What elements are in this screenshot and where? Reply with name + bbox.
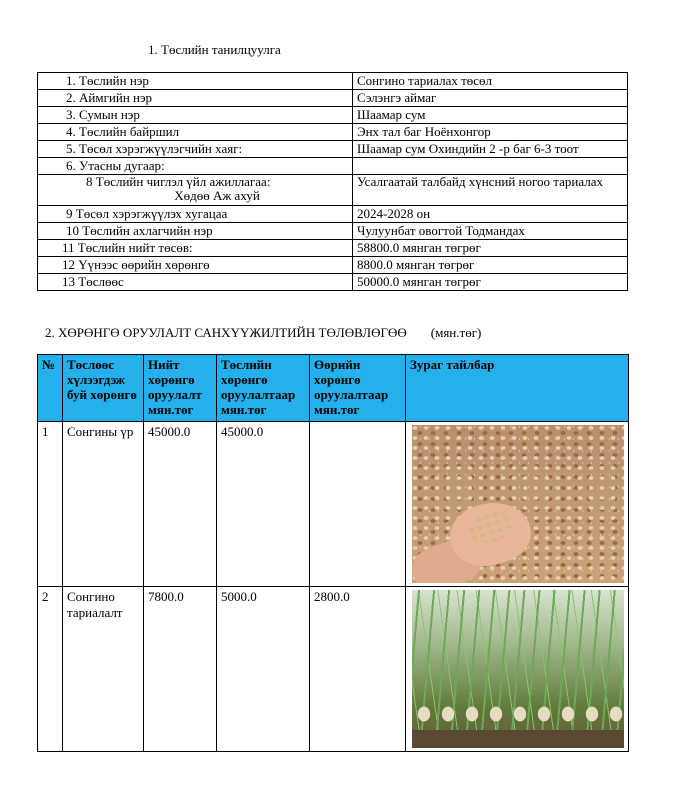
info-label: 2. Аймгийн нэр: [38, 90, 353, 107]
header-project-investment: Төслийн хөрөнгө оруулалтаар мян.төг: [217, 355, 310, 422]
info-value: Шаамар сум: [353, 107, 628, 124]
soil-strip: [412, 730, 624, 748]
info-row: [38, 107, 628, 124]
info-value: 2024-2028 он: [353, 206, 628, 223]
info-value: Шаамар сум Охиндийн 2 -р баг 6-3 тоот: [353, 141, 628, 158]
row-total: 7800.0: [144, 587, 217, 752]
info-row: [38, 257, 628, 274]
row-project: 5000.0: [217, 587, 310, 752]
info-label: [38, 175, 353, 206]
info-row: [38, 73, 628, 90]
header-total-investment: Нийт хөрөнгө оруулалт мян.төг: [144, 355, 217, 422]
investment-plan-table: [37, 354, 629, 752]
info-row: [38, 274, 628, 291]
info-label: 12 Үүнээс өөрийн хөрөнгө: [38, 257, 353, 274]
info-label: 11 Төслийн нийт төсөв:: [38, 240, 353, 257]
row-own: [310, 422, 406, 587]
row-photo-cell: [406, 422, 629, 587]
info-value: Сонгино тариалах төсөл: [353, 73, 628, 90]
info-row: [38, 206, 628, 223]
info-label: 4. Төслийн байршил: [38, 124, 353, 141]
info-row: [38, 240, 628, 257]
info-row: [38, 158, 628, 175]
info-label: 3. Сумын нэр: [38, 107, 353, 124]
info-label: 9 Төсөл хэрэгжүүлэх хугацаа: [38, 206, 353, 223]
info-row: [38, 124, 628, 141]
info-row: [38, 223, 628, 240]
section2-title: [45, 325, 481, 341]
info-label-line2: Хөдөө Аж ахуй: [174, 188, 260, 203]
row-photo-cell: [406, 587, 629, 752]
info-row: [38, 141, 628, 158]
row-asset: Сонгины үр: [63, 422, 144, 587]
info-label: 10 Төслийн ахлагчийн нэр: [38, 223, 353, 240]
info-row: [38, 175, 628, 206]
info-value: Чулуунбат овогтой Тодмандах: [353, 223, 628, 240]
project-info-table: [37, 72, 628, 291]
row-own: 2800.0: [310, 587, 406, 752]
info-label: 6. Утасны дугаар:: [38, 158, 353, 175]
info-label-line1: 8 Төслийн чиглэл үйл ажиллагаа:: [86, 174, 271, 189]
row-asset: Сонгино тариалалт: [63, 587, 144, 752]
info-value: 50000.0 мянган төгрөг: [353, 274, 628, 291]
onion-field-photo: [412, 590, 624, 748]
info-value: [353, 158, 628, 175]
row-total: 45000.0: [144, 422, 217, 587]
header-photo-description: Зураг тайлбар: [406, 355, 629, 422]
info-value: Сэлэнгэ аймаг: [353, 90, 628, 107]
onion-seeds-photo: [412, 425, 624, 583]
plan-row: [38, 422, 629, 587]
header-asset: Төслөөс хүлээгдэж буй хөрөнгө: [63, 355, 144, 422]
header-own-investment: Өөрийн хөрөнгө оруулалтаар мян.төг: [310, 355, 406, 422]
plan-header-row: [38, 355, 629, 422]
info-label: 1. Төслийн нэр: [38, 73, 353, 90]
info-label: 5. Төсөл хэрэгжүүлэгчийн хаяг:: [38, 141, 353, 158]
plan-row: [38, 587, 629, 752]
row-number: 1: [38, 422, 63, 587]
info-label: 13 Төслөөс: [38, 274, 353, 291]
info-value: 8800.0 мянган төгрөг: [353, 257, 628, 274]
info-value: Усалгаатай талбайд хүнсний ногоо тариалах: [353, 175, 628, 206]
seeds-in-hand: [464, 506, 517, 549]
row-number: 2: [38, 587, 63, 752]
header-number: №: [38, 355, 63, 422]
section2-unit: (мян.төг): [430, 325, 482, 340]
row-project: 45000.0: [217, 422, 310, 587]
info-value: 58800.0 мянган төгрөг: [353, 240, 628, 257]
section1-title: 1. Төслийн танилцуулга: [148, 42, 281, 57]
info-value: Энх тал баг Ноёнхонгор: [353, 124, 628, 141]
section2-title-text: 2. ХӨРӨНГӨ ОРУУЛАЛТ САНХҮҮЖИЛТИЙН ТӨЛӨВЛӨГӨӨ: [45, 325, 407, 340]
info-row: [38, 90, 628, 107]
